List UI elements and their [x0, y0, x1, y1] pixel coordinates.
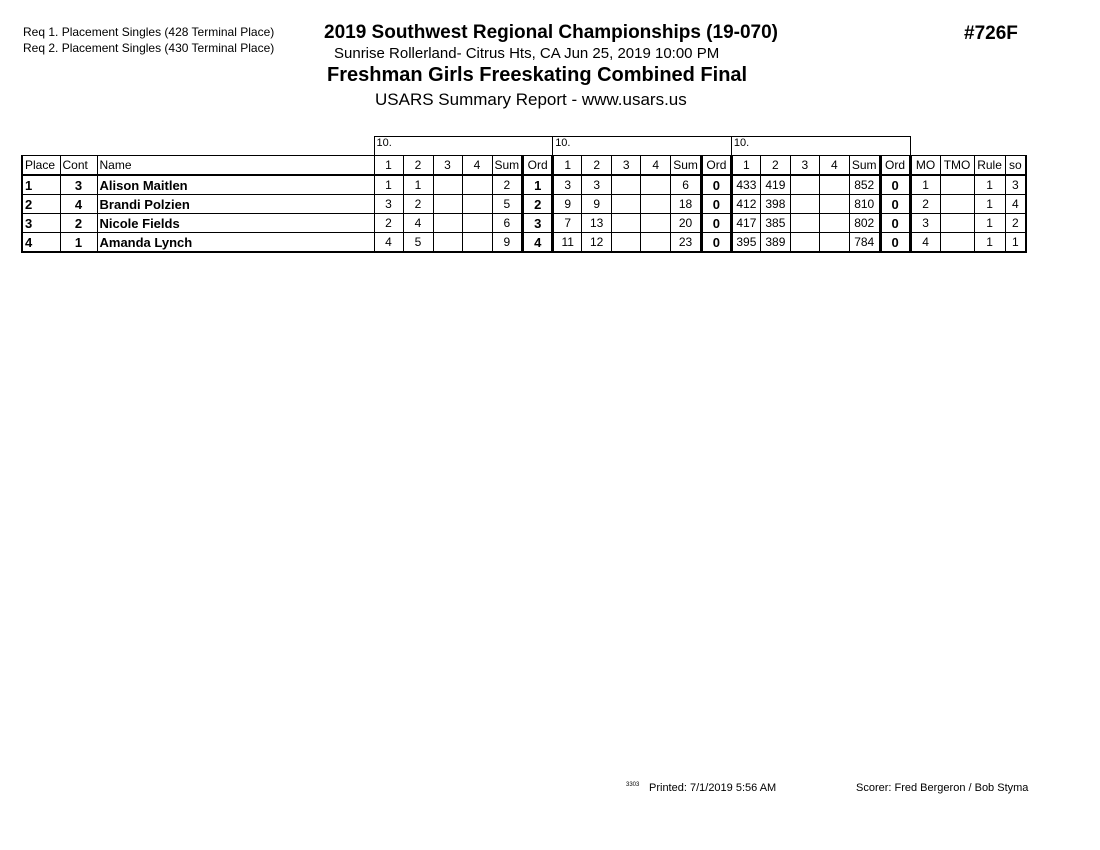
judge-score-cell: [790, 233, 819, 253]
table-row: [22, 233, 1026, 253]
judge-score-cell: [433, 233, 462, 253]
rule-cell: 1: [974, 195, 1005, 214]
so-cell: 3: [1005, 175, 1026, 195]
col-sum: Sum: [492, 156, 523, 176]
judge-score-cell: [819, 214, 849, 233]
skater-name-cell: Amanda Lynch: [97, 233, 374, 253]
place-cell: 2: [22, 195, 60, 214]
judge-score-cell: [641, 195, 671, 214]
judge-group-1: 10.: [374, 137, 553, 156]
col-ord: Ord: [880, 156, 910, 176]
report-name: USARS Summary Report - www.usars.us: [375, 90, 687, 109]
column-header-row: [22, 156, 1026, 176]
judge-group-2: 10.: [553, 137, 732, 156]
col-sum: Sum: [671, 156, 702, 176]
tmo-cell: [940, 175, 974, 195]
col-ord: Ord: [701, 156, 731, 176]
ord-cell: 0: [701, 233, 731, 253]
sum-cell: 852: [849, 175, 880, 195]
rule-cell: 1: [974, 233, 1005, 253]
printed-timestamp: Printed: 7/1/2019 5:56 AM: [649, 782, 777, 794]
judge-score-cell: 9: [582, 195, 612, 214]
judge-score-cell: [612, 233, 641, 253]
skater-name-cell: Brandi Polzien: [97, 195, 374, 214]
judge-score-cell: 398: [760, 195, 790, 214]
col-judge-2: 2: [403, 156, 433, 176]
col-judge-1: 1: [553, 156, 582, 176]
scorer-names: Scorer: Fred Bergeron / Bob Styma: [856, 782, 1029, 794]
skater-name-cell: Nicole Fields: [97, 214, 374, 233]
table-row: [22, 195, 1026, 214]
cont-cell: 2: [60, 214, 97, 233]
col-judge-3: 3: [433, 156, 462, 176]
sum-cell: 2: [492, 175, 523, 195]
judge-score-cell: 1: [403, 175, 433, 195]
judge-score-cell: [462, 175, 492, 195]
mo-cell: 2: [910, 195, 940, 214]
col-mo: MO: [910, 156, 940, 176]
judge-score-cell: 4: [403, 214, 433, 233]
cont-cell: 4: [60, 195, 97, 214]
judge-score-cell: 2: [403, 195, 433, 214]
cont-cell: 1: [60, 233, 97, 253]
judge-score-cell: 13: [582, 214, 612, 233]
judge-score-cell: [462, 195, 492, 214]
judge-score-cell: 417: [731, 214, 760, 233]
col-judge-3: 3: [790, 156, 819, 176]
place-cell: 3: [22, 214, 60, 233]
so-cell: 2: [1005, 214, 1026, 233]
judge-score-cell: 385: [760, 214, 790, 233]
col-so: so: [1005, 156, 1026, 176]
tmo-cell: [940, 233, 974, 253]
sum-cell: 802: [849, 214, 880, 233]
ord-cell: 3: [523, 214, 553, 233]
mo-cell: 1: [910, 175, 940, 195]
judge-score-cell: 12: [582, 233, 612, 253]
sum-cell: 20: [671, 214, 702, 233]
judge-score-cell: 5: [403, 233, 433, 253]
ord-cell: 0: [701, 195, 731, 214]
judge-score-cell: 433: [731, 175, 760, 195]
judge-score-cell: 389: [760, 233, 790, 253]
judge-score-cell: [433, 214, 462, 233]
table-row: [22, 175, 1026, 195]
so-cell: 1: [1005, 233, 1026, 253]
judge-score-cell: [612, 175, 641, 195]
col-judge-2: 2: [582, 156, 612, 176]
judge-score-cell: 4: [374, 233, 403, 253]
judge-group-3: 10.: [731, 137, 910, 156]
judge-score-cell: [819, 175, 849, 195]
mo-cell: 4: [910, 233, 940, 253]
ord-cell: 0: [880, 214, 910, 233]
ord-cell: 0: [701, 175, 731, 195]
judge-score-cell: 3: [582, 175, 612, 195]
table-row: [22, 214, 1026, 233]
judge-score-cell: [641, 233, 671, 253]
judge-score-cell: 9: [553, 195, 582, 214]
ord-cell: 0: [880, 175, 910, 195]
judge-score-cell: 412: [731, 195, 760, 214]
summary-table: [21, 136, 1027, 253]
col-name: Name: [97, 156, 374, 176]
col-judge-4: 4: [819, 156, 849, 176]
event-name: Freshman Girls Freeskating Combined Final: [327, 64, 748, 86]
sum-cell: 9: [492, 233, 523, 253]
col-ord: Ord: [523, 156, 553, 176]
judge-score-cell: [790, 195, 819, 214]
judge-score-cell: [819, 233, 849, 253]
ord-cell: 0: [701, 214, 731, 233]
ord-cell: 2: [523, 195, 553, 214]
col-rule: Rule: [974, 156, 1005, 176]
mo-cell: 3: [910, 214, 940, 233]
sum-cell: 6: [671, 175, 702, 195]
requirement-1: Req 1. Placement Singles (428 Terminal Place): [23, 25, 275, 39]
col-judge-4: 4: [462, 156, 492, 176]
requirement-2: Req 2. Placement Singles (430 Terminal Place): [23, 41, 275, 55]
col-cont: Cont: [60, 156, 97, 176]
judge-score-cell: [462, 214, 492, 233]
cont-cell: 3: [60, 175, 97, 195]
event-location: Sunrise Rollerland- Citrus Hts, CA Jun 25, 2019 10:00 PM: [334, 45, 720, 62]
judge-score-cell: [433, 175, 462, 195]
sum-cell: 23: [671, 233, 702, 253]
tmo-cell: [940, 195, 974, 214]
judge-score-cell: [641, 214, 671, 233]
col-judge-1: 1: [731, 156, 760, 176]
skater-name-cell: Alison Maitlen: [97, 175, 374, 195]
judge-score-cell: [612, 195, 641, 214]
tmo-cell: [940, 214, 974, 233]
rule-cell: 1: [974, 214, 1005, 233]
ord-cell: 4: [523, 233, 553, 253]
judge-score-cell: 7: [553, 214, 582, 233]
place-cell: 1: [22, 175, 60, 195]
sum-cell: 784: [849, 233, 880, 253]
judge-score-cell: [462, 233, 492, 253]
col-place: Place: [22, 156, 60, 176]
so-cell: 4: [1005, 195, 1026, 214]
col-sum: Sum: [849, 156, 880, 176]
judge-score-cell: 3: [374, 195, 403, 214]
judge-score-cell: [641, 175, 671, 195]
judge-score-cell: 419: [760, 175, 790, 195]
judge-score-cell: 2: [374, 214, 403, 233]
judge-score-cell: 1: [374, 175, 403, 195]
ord-cell: 1: [523, 175, 553, 195]
judge-score-cell: [819, 195, 849, 214]
event-title: 2019 Southwest Regional Championships (19-070): [324, 22, 778, 43]
col-judge-3: 3: [612, 156, 641, 176]
rule-cell: 1: [974, 175, 1005, 195]
sum-cell: 6: [492, 214, 523, 233]
judge-score-cell: 395: [731, 233, 760, 253]
col-judge-2: 2: [760, 156, 790, 176]
place-cell: 4: [22, 233, 60, 253]
judge-score-cell: 11: [553, 233, 582, 253]
judge-score-cell: 3: [553, 175, 582, 195]
sum-cell: 18: [671, 195, 702, 214]
ord-cell: 0: [880, 195, 910, 214]
col-tmo: TMO: [940, 156, 974, 176]
judge-score-cell: [790, 214, 819, 233]
sum-cell: 810: [849, 195, 880, 214]
ord-cell: 0: [880, 233, 910, 253]
event-number: #726F: [964, 23, 1018, 44]
judge-score-cell: [790, 175, 819, 195]
report-code: 3303: [626, 782, 640, 788]
judge-score-cell: [612, 214, 641, 233]
judge-group-row: [22, 137, 1026, 156]
sum-cell: 5: [492, 195, 523, 214]
col-judge-1: 1: [374, 156, 403, 176]
col-judge-4: 4: [641, 156, 671, 176]
judge-score-cell: [433, 195, 462, 214]
